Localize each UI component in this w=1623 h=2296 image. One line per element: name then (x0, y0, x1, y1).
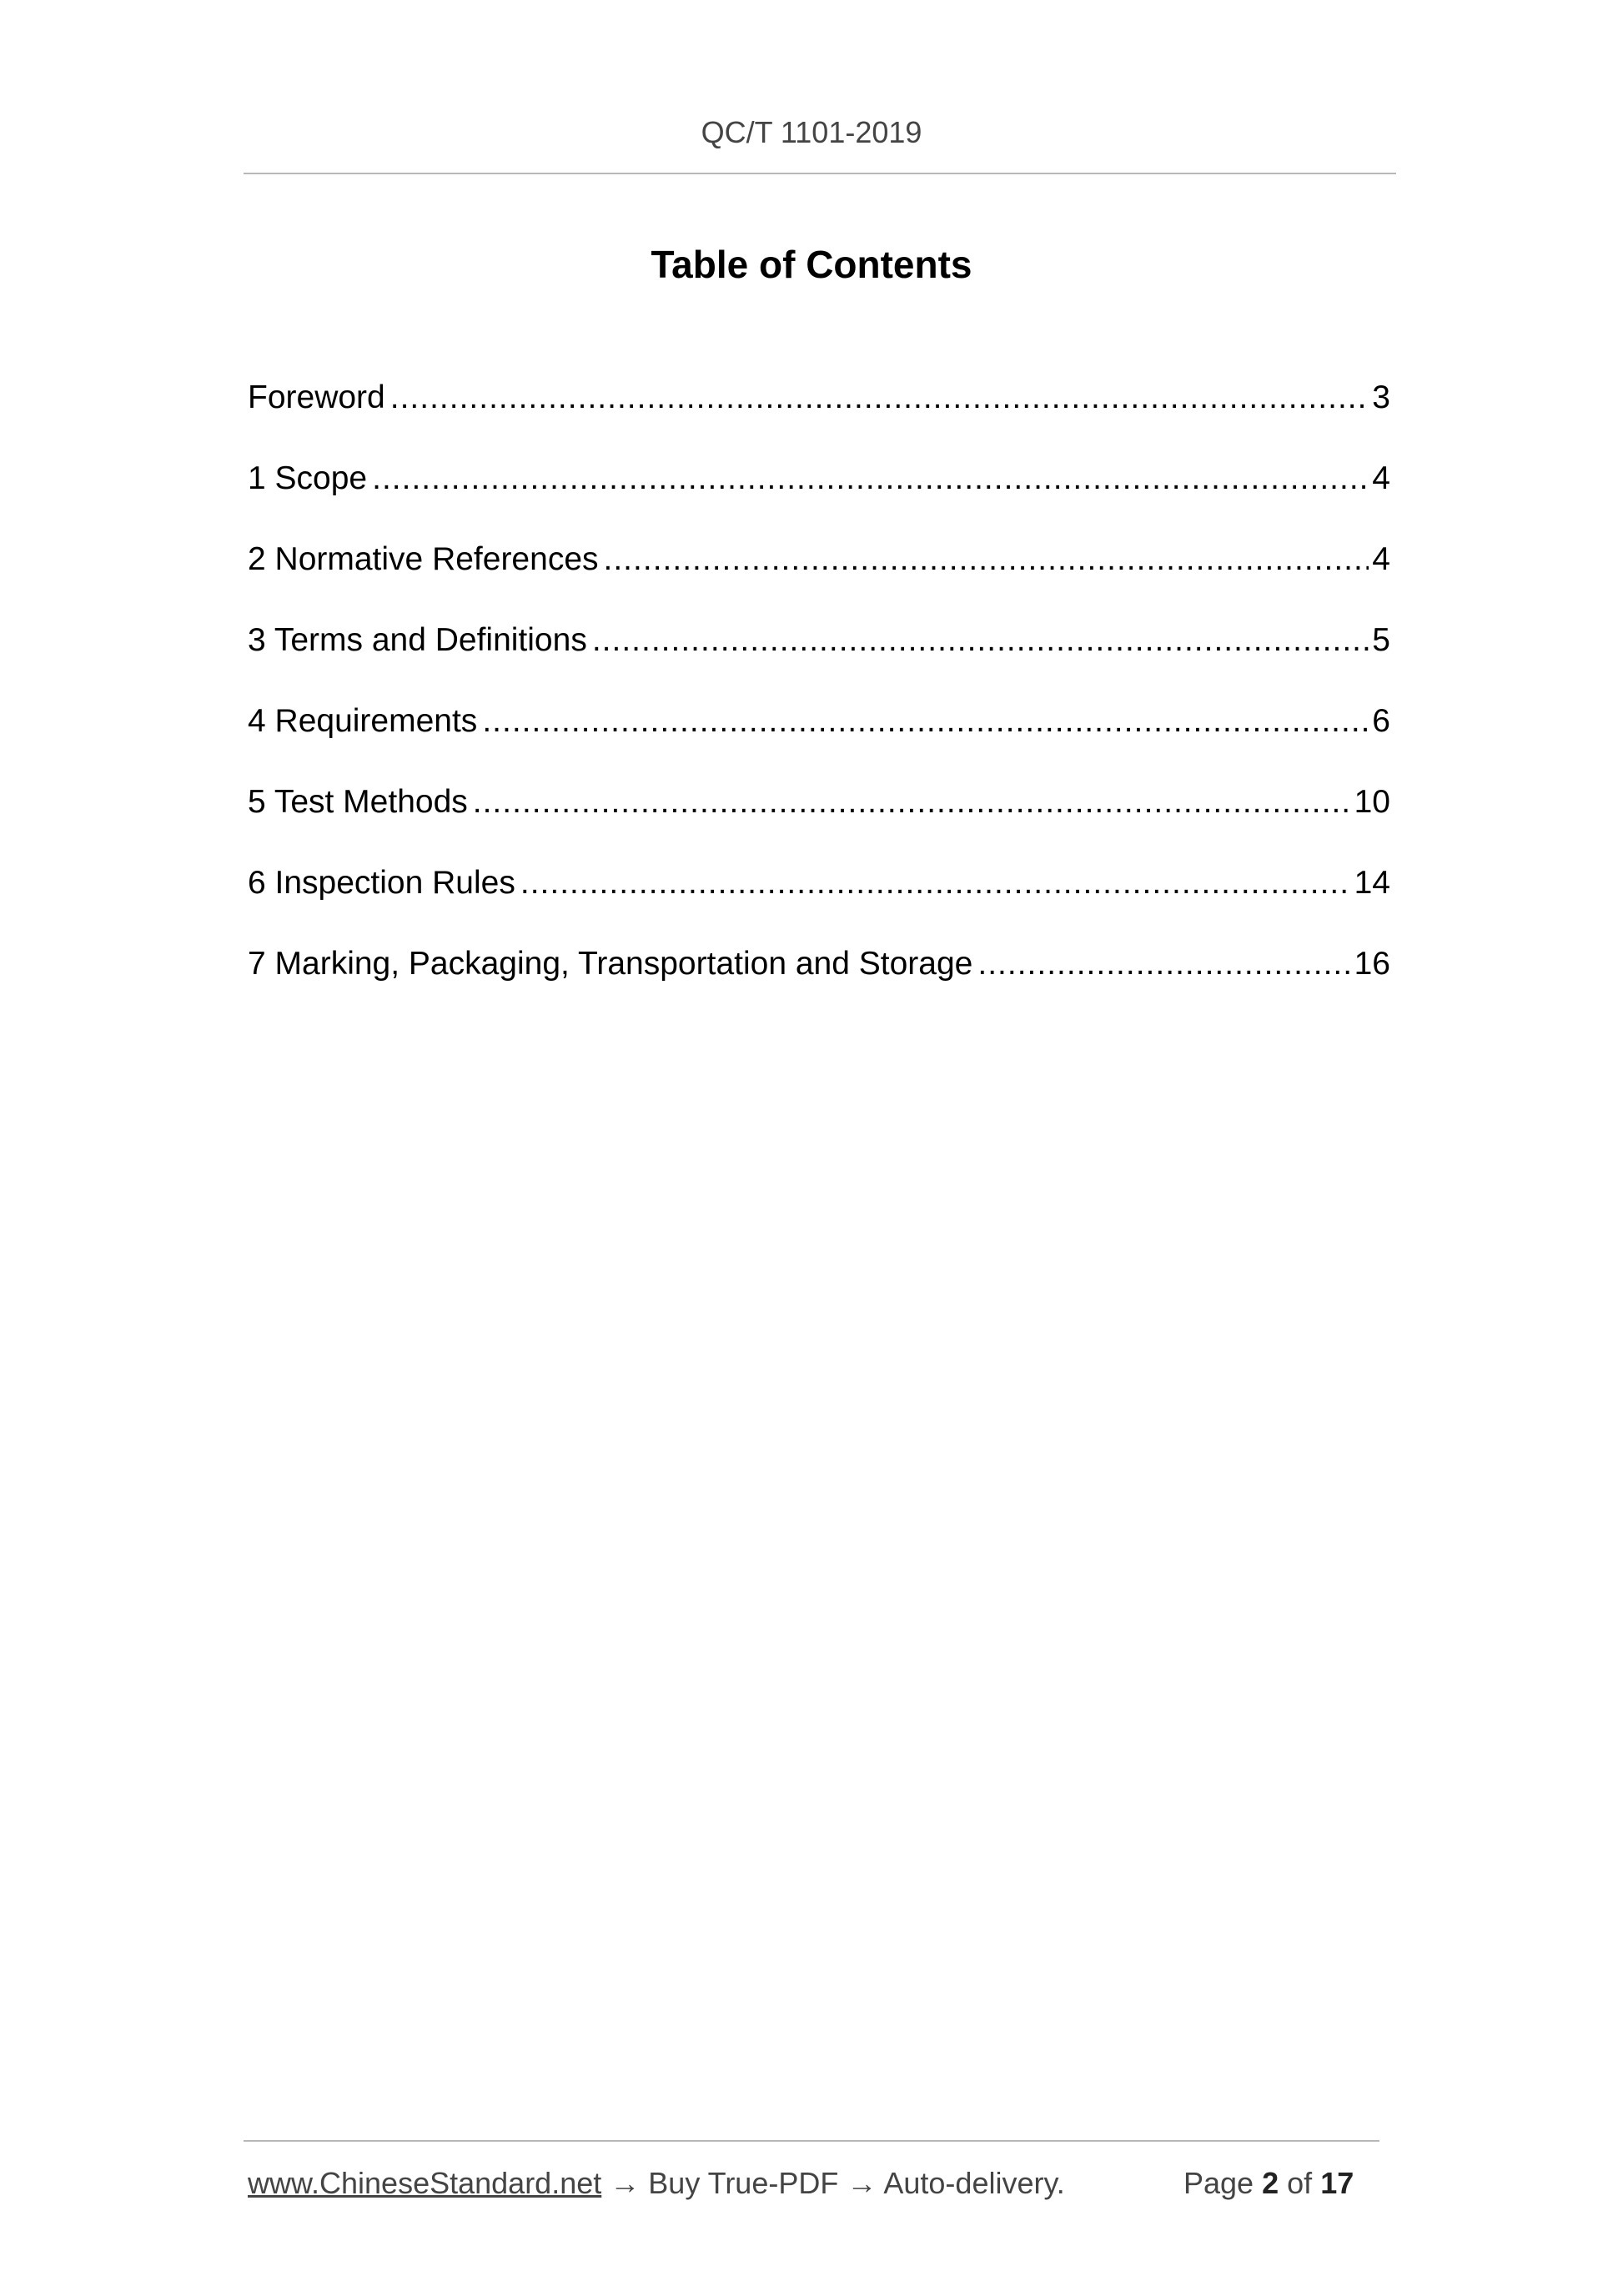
toc-entry-label: 4 Requirements (248, 703, 478, 739)
toc-entry-page: 4 (1372, 541, 1390, 577)
toc-leader-dots (592, 622, 1369, 659)
toc-title: Table of Contents (651, 243, 972, 286)
toc-entry-label: 2 Normative References (248, 541, 599, 577)
toc-entry-label: 6 Inspection Rules (248, 865, 515, 901)
toc-entry-inspection-rules[interactable] (248, 865, 1390, 946)
toc-entry-page: 10 (1354, 784, 1390, 820)
toc-entry-requirements[interactable] (248, 703, 1390, 784)
toc-leader-dots (390, 379, 1369, 416)
toc-entry-scope[interactable] (248, 460, 1390, 541)
toc-entry-page: 3 (1372, 379, 1390, 415)
page-word: Page (1183, 2166, 1254, 2200)
page-indicator (1183, 2166, 1354, 2201)
toc-entry-label: 5 Test Methods (248, 784, 468, 820)
toc-leader-dots (604, 541, 1369, 578)
toc-entry-terms-definitions[interactable] (248, 622, 1390, 703)
header-divider (244, 173, 1396, 174)
arrow-right-icon: → (610, 2166, 641, 2200)
toc-leader-dots (482, 703, 1369, 740)
toc-entry-label: 7 Marking, Packaging, Transportation and Storage (248, 946, 973, 982)
header-doc-id: QC/T 1101-2019 (701, 115, 922, 149)
toc-entry-foreword[interactable] (248, 379, 1390, 460)
of-word: of (1287, 2166, 1313, 2200)
footer-promo (248, 2166, 1065, 2201)
arrow-right-icon: → (847, 2166, 877, 2200)
toc-entry-label: 3 Terms and Definitions (248, 622, 587, 658)
toc-leader-dots (977, 946, 1350, 982)
toc-entry-page: 5 (1372, 622, 1390, 658)
toc-entry-label: 1 Scope (248, 460, 368, 496)
toc-entry-page: 14 (1354, 865, 1390, 901)
toc-list (248, 379, 1390, 1027)
toc-entry-page: 16 (1354, 946, 1390, 982)
toc-leader-dots (473, 784, 1351, 821)
toc-entry-test-methods[interactable] (248, 784, 1390, 865)
toc-entry-marking-packaging[interactable] (248, 946, 1390, 1027)
toc-entry-label: Foreword (248, 379, 385, 415)
footer-divider (244, 2140, 1379, 2142)
footer-buy-text: Buy True-PDF (648, 2166, 839, 2200)
toc-entry-normative-references[interactable] (248, 541, 1390, 622)
total-pages-number: 17 (1320, 2166, 1354, 2200)
toc-entry-page: 4 (1372, 460, 1390, 496)
footer-delivery-text: Auto-delivery. (883, 2166, 1065, 2200)
toc-entry-page: 6 (1372, 703, 1390, 739)
toc-leader-dots (372, 460, 1369, 497)
toc-leader-dots (520, 865, 1351, 902)
website-link[interactable]: www.ChineseStandard.net (248, 2166, 602, 2200)
current-page-number: 2 (1262, 2166, 1279, 2200)
